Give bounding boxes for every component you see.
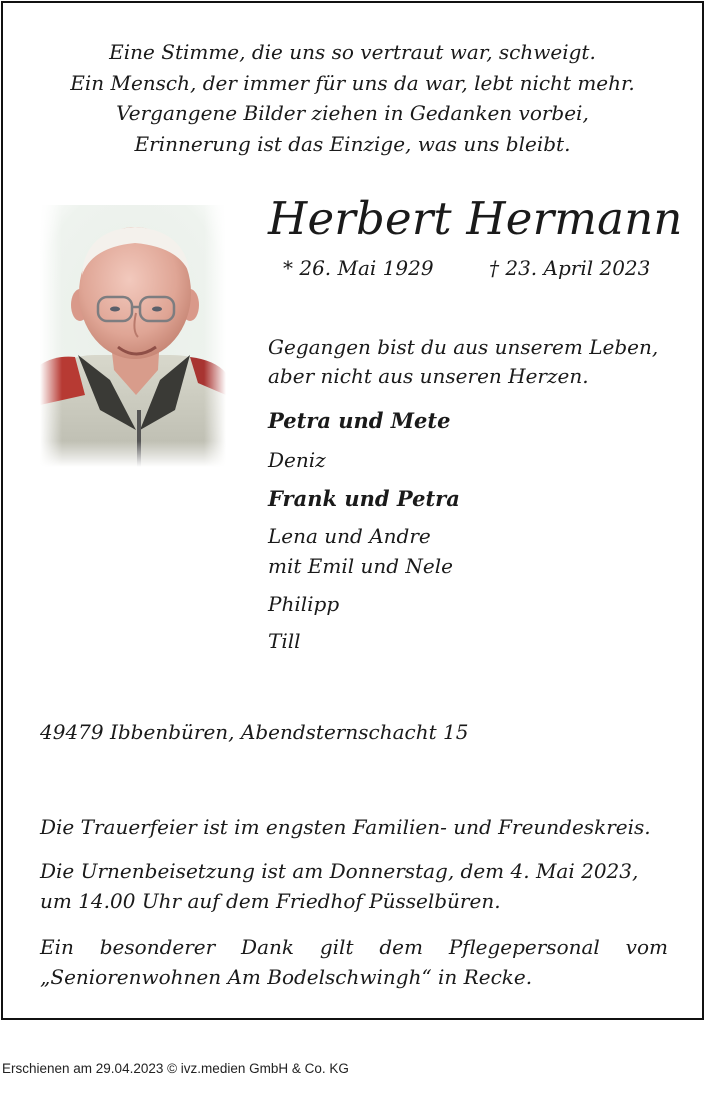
deceased-name: Herbert Hermann xyxy=(268,192,683,245)
thanks-word: vom xyxy=(625,935,668,959)
family-group-2-line-2: mit Emil und Nele xyxy=(268,554,453,578)
family-group-2-line-1: Lena und Andre xyxy=(268,524,431,548)
ceremony-notice xyxy=(40,813,668,843)
thanks-word: Pflegepersonal xyxy=(448,935,600,959)
thanks-word: gilt xyxy=(319,935,354,959)
burial-line-1: Die Urnenbeisetzung ist am Donnerstag, dem 4. Mai 2023, xyxy=(40,859,639,883)
family-member-3: Philipp xyxy=(268,592,340,616)
family-group-1-members: Deniz xyxy=(268,448,326,472)
address: 49479 Ibbenbüren, Abendsternschacht 15 xyxy=(40,720,469,744)
thanks-word: dem xyxy=(379,935,423,959)
burial-notice xyxy=(40,857,668,916)
thanks-word: Dank xyxy=(241,935,294,959)
family-group-2: Frank und Petra xyxy=(268,486,460,511)
thanks-line-1 xyxy=(40,933,668,963)
verse-line: Gegangen bist du aus unserem Leben, xyxy=(268,335,659,359)
poem-line: Eine Stimme, die uns so vertraut war, schweigt. xyxy=(109,40,596,64)
thanks-line-2: „Seniorenwohnen Am Bodelschwingh“ in Recke. xyxy=(40,964,533,989)
burial-line-2: um 14.00 Uhr auf dem Friedhof Püsselbüren. xyxy=(40,888,501,913)
thanks-word: besonderer xyxy=(99,935,216,959)
portrait-photo xyxy=(40,205,226,467)
thanks-notice xyxy=(40,933,668,992)
poem xyxy=(20,37,685,159)
thanks-word: Ein xyxy=(40,935,74,959)
poem-line: Vergangene Bilder ziehen in Gedanken vorbei, xyxy=(116,101,589,125)
publication-footer: Erschienen am 29.04.2023 © ivz.medien GmbH & Co. KG xyxy=(2,1061,349,1076)
birth-date: * 26. Mai 1929 xyxy=(283,256,434,280)
verse-line: aber nicht aus unseren Herzen. xyxy=(268,364,589,388)
poem-line: Erinnerung ist das Einzige, was uns bleibt. xyxy=(134,131,571,156)
family-member-4: Till xyxy=(268,629,301,653)
family-group-1: Petra und Mete xyxy=(268,408,451,433)
verse xyxy=(268,333,658,391)
death-date: † 23. April 2023 xyxy=(489,256,651,280)
poem-line: Ein Mensch, der immer für uns da war, lebt nicht mehr. xyxy=(70,70,635,95)
ceremony-line: Die Trauerfeier ist im engsten Familien- und Freundeskreis. xyxy=(40,815,651,839)
